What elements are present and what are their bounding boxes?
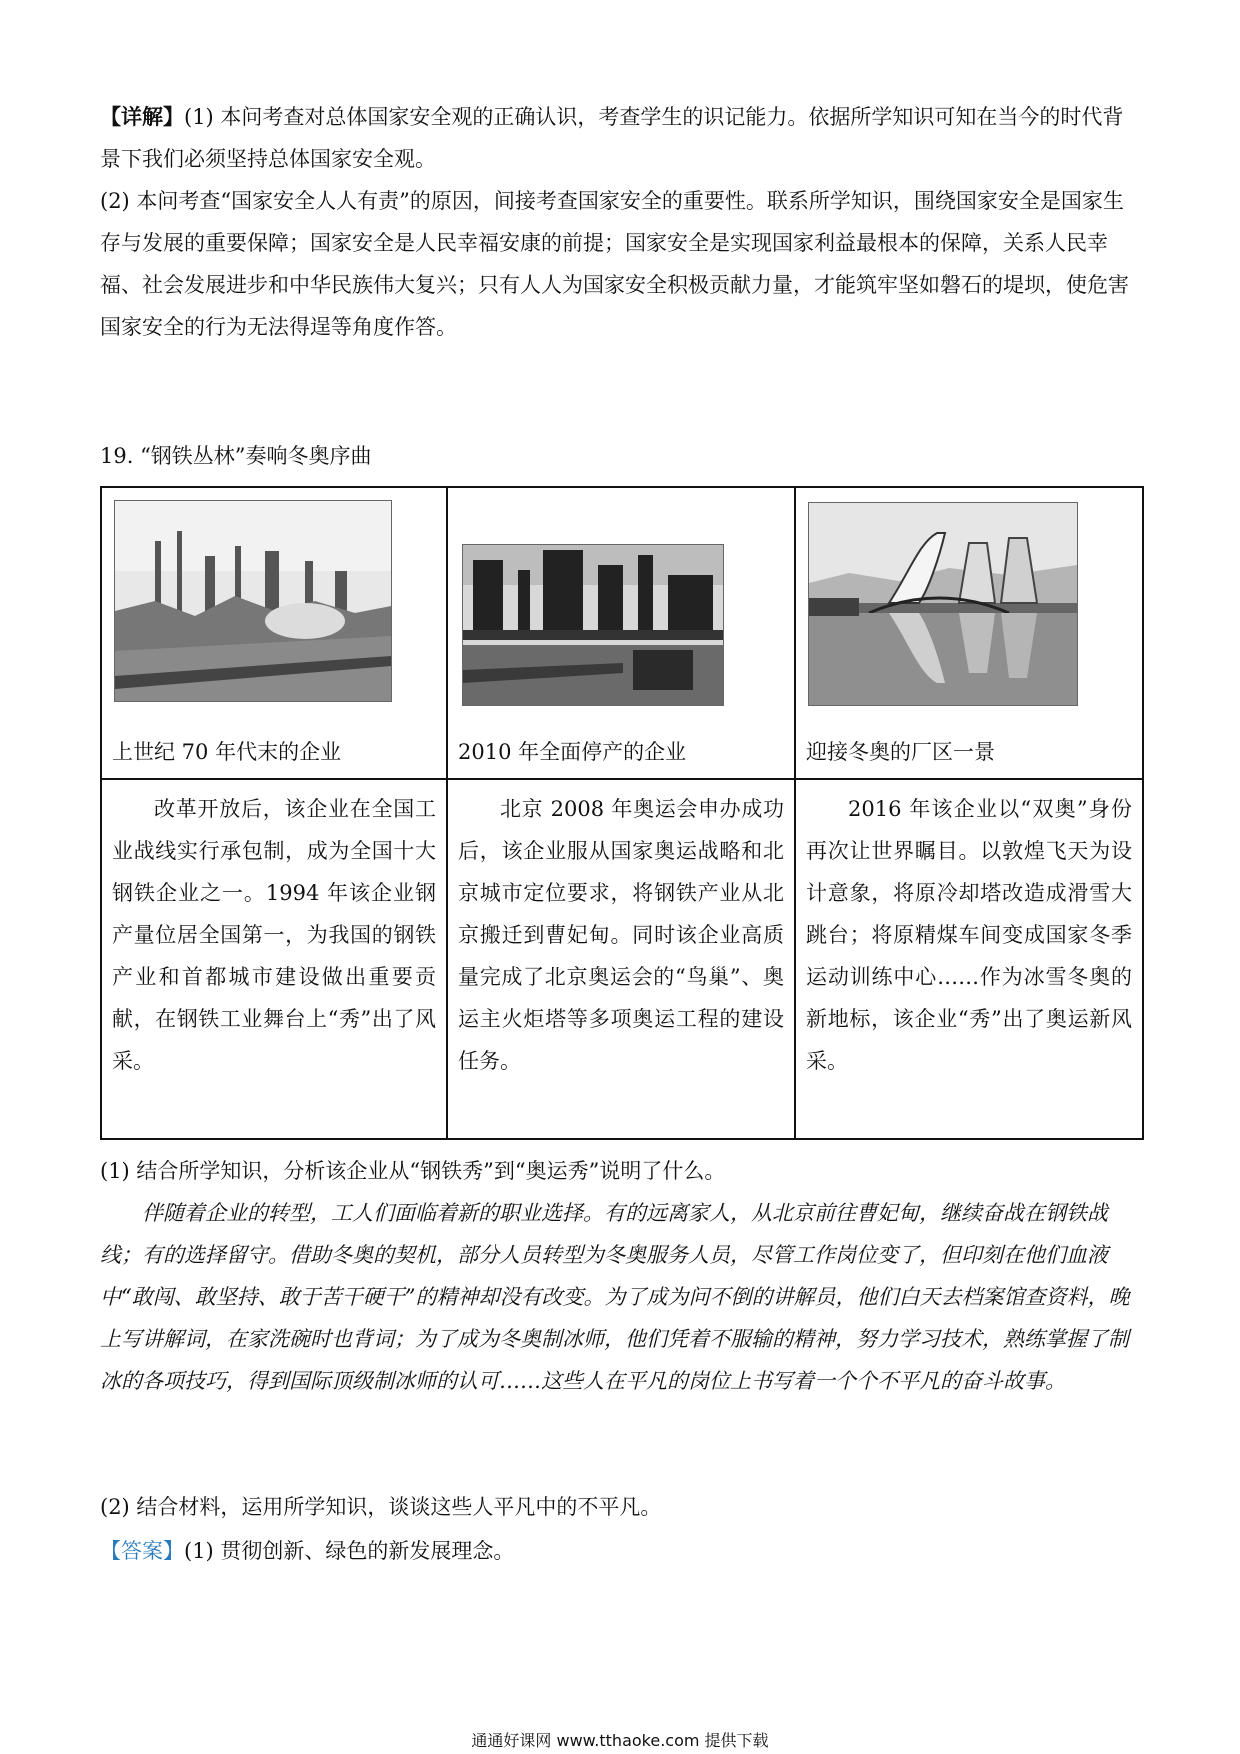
question-19-title: 19. “钢铁丛林”奏响冬奥序曲 — [100, 444, 372, 468]
detail-paragraph-1 — [100, 96, 1140, 180]
photo-1970s-steel-plant — [114, 500, 392, 702]
sub-question-1: (1) 结合所学知识，分析该企业从“钢铁秀”到“奥运秀”说明了什么。 — [100, 1159, 726, 1183]
sub-question-2: (2) 结合材料，运用所学知识，谈谈这些人平凡中的不平凡。 — [100, 1495, 662, 1519]
photo-2010-plant — [462, 544, 724, 706]
image-cell-2 — [447, 487, 795, 779]
caption-3: 迎接冬奥的厂区一景 — [806, 740, 995, 764]
text-cell-2 — [447, 779, 795, 1139]
image-cell-1 — [101, 487, 447, 779]
answer-label: 【答案】 — [100, 1539, 184, 1563]
column-text-1: 改革开放后，该企业在全国工业战线实行承包制，成为全国十大钢铁企业之一。1994 年该企业钢产量位居全国第一，为我国的钢铁产业和首都城市建设做出重要贡献，在钢铁工业舞台上“秀”出了风采。 — [112, 797, 436, 1073]
answer-text: (1) 贯彻创新、绿色的新发展理念。 — [184, 1539, 515, 1563]
photo-winter-olympics-site — [808, 502, 1078, 706]
page-footer: 通通好课网 www.tthaoke.com 提供下载 — [471, 1731, 769, 1750]
detail-paragraph-2: (2) 本问考查“国家安全人人有责”的原因，间接考查国家安全的重要性。联系所学知识，围绕国家安全是国家生存与发展的重要保障；国家安全是人民幸福安康的前提；国家安全是实现国家利益最根本的保障，关系人民幸福、社会发展进步和中华民族伟大复兴；只有人人为国家安全积极贡献力量，才能筑牢坚如磐石的堤坝，使危害国家安全的行为无法得逞等角度作答。 — [100, 189, 1129, 339]
detail-text-1: (1) 本问考查对总体国家安全观的正确认识，考查学生的识记能力。依据所学知识可知在当今的时代背景下我们必须坚持总体国家安全观。 — [100, 105, 1124, 171]
caption-2: 2010 年全面停产的企业 — [458, 740, 687, 764]
material-paragraph: 伴随着企业的转型，工人们面临着新的职业选择。有的远离家人，从北京前往曹妃甸，继续奋战在钢铁战线；有的选择留守。借助冬奥的契机，部分人员转型为冬奥服务人员，尽管工作岗位变了，但印刻在他们血液中“敢闯、敢坚持、敢于苦干硬干”的精神却没有改变。为了成为问不倒的讲解员，他们白天去档案馆查资料，晚上写讲解词，在家洗碗时也背词；为了成为冬奥制冰师，他们凭着不服输的精神，努力学习技术，熟练掌握了制冰的各项技巧，得到国际顶级制冰师的认可……这些人在平凡的岗位上书写着一个个不平凡的奋斗故事。 — [100, 1201, 1130, 1393]
text-cell-3 — [795, 779, 1143, 1139]
column-text-3: 2016 年该企业以“双奥”身份再次让世界瞩目。以敦煌飞天为设计意象，将原冷却塔改造成滑雪大跳台；将原精煤车间变成国家冬季运动训练中心……作为冰雪冬奥的新地标，该企业“秀”出了奥运新风采。 — [806, 797, 1132, 1073]
text-cell-1 — [101, 779, 447, 1139]
material-table — [100, 486, 1144, 1140]
detail-label: 【详解】 — [100, 104, 184, 129]
image-cell-3 — [795, 487, 1143, 779]
column-text-2: 北京 2008 年奥运会申办成功后，该企业服从国家奥运战略和北京城市定位要求，将钢铁产业从北京搬迁到曹妃甸。同时该企业高质量完成了北京奥运会的“鸟巢”、奥运主火炬塔等多项奥运工程的建设任务。 — [458, 797, 784, 1073]
answer-paragraph — [100, 1530, 1140, 1572]
image-row — [101, 487, 1143, 779]
caption-1: 上世纪 70 年代末的企业 — [112, 740, 342, 764]
text-row — [101, 779, 1143, 1139]
